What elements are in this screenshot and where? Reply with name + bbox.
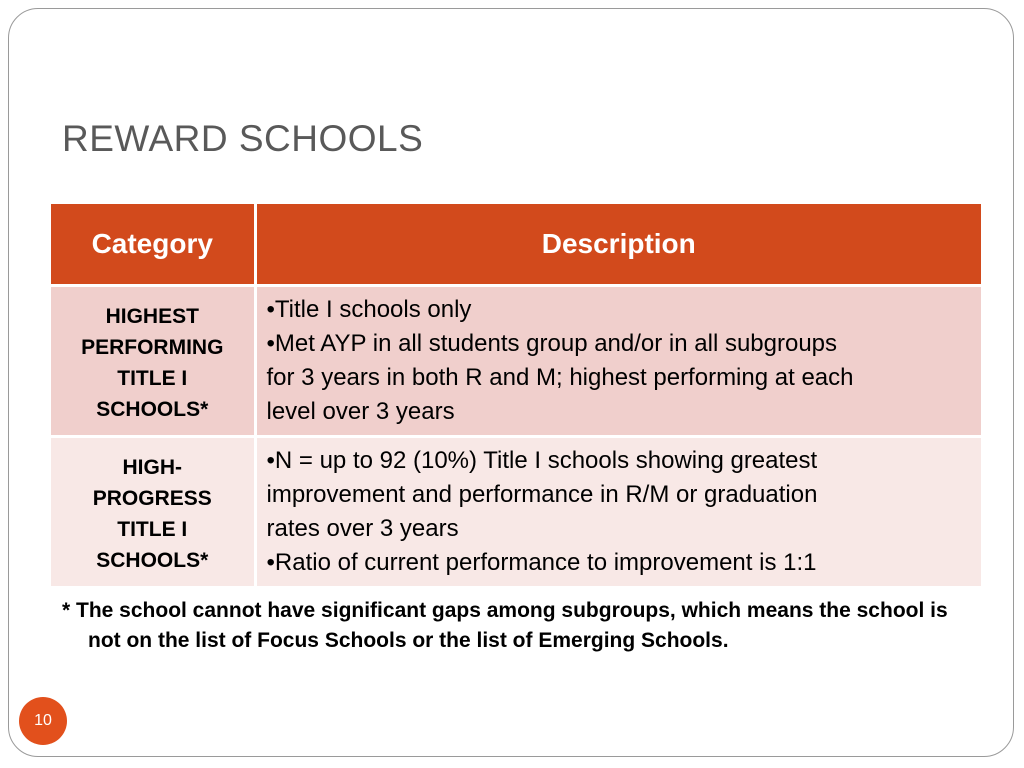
category-cell <box>51 286 255 437</box>
category-line: PERFORMING <box>81 336 224 359</box>
header-category: Category <box>51 204 255 286</box>
description-cell <box>255 286 981 437</box>
category-line: SCHOOLS* <box>96 398 209 421</box>
description-line: •Title I schools only <box>266 296 472 323</box>
header-description: Description <box>255 204 981 286</box>
reward-schools-table <box>51 204 981 589</box>
description-line: •Met AYP in all students group and/or in all subgroups <box>266 330 838 357</box>
description-cell <box>255 437 981 588</box>
description-line: •N = up to 92 (10%) Title I schools showing greatest <box>266 447 818 474</box>
category-line: HIGHEST <box>105 305 199 328</box>
page-number-badge: 10 <box>19 697 67 745</box>
description-line: rates over 3 years <box>266 515 459 542</box>
footnote: * The school cannot have significant gaps among subgroups, which means the school is not on the list of Focus Schools or the list of Emerging Schools. <box>62 599 948 652</box>
category-line: HIGH- <box>122 456 182 479</box>
category-line: SCHOOLS* <box>96 549 209 572</box>
category-line: TITLE I <box>117 518 188 541</box>
description-line: level over 3 years <box>266 398 455 425</box>
slide-title: REWARD SCHOOLS <box>62 118 424 159</box>
description-line: •Ratio of current performance to improvement is 1:1 <box>266 549 817 576</box>
table-header-row <box>51 204 981 286</box>
table-row <box>51 286 981 437</box>
category-line: TITLE I <box>117 367 188 390</box>
table-row <box>51 437 981 588</box>
description-line: for 3 years in both R and M; highest performing at each <box>266 364 854 391</box>
description-line: improvement and performance in R/M or graduation <box>266 481 818 508</box>
category-line: PROGRESS <box>92 487 212 510</box>
category-cell <box>51 437 255 588</box>
